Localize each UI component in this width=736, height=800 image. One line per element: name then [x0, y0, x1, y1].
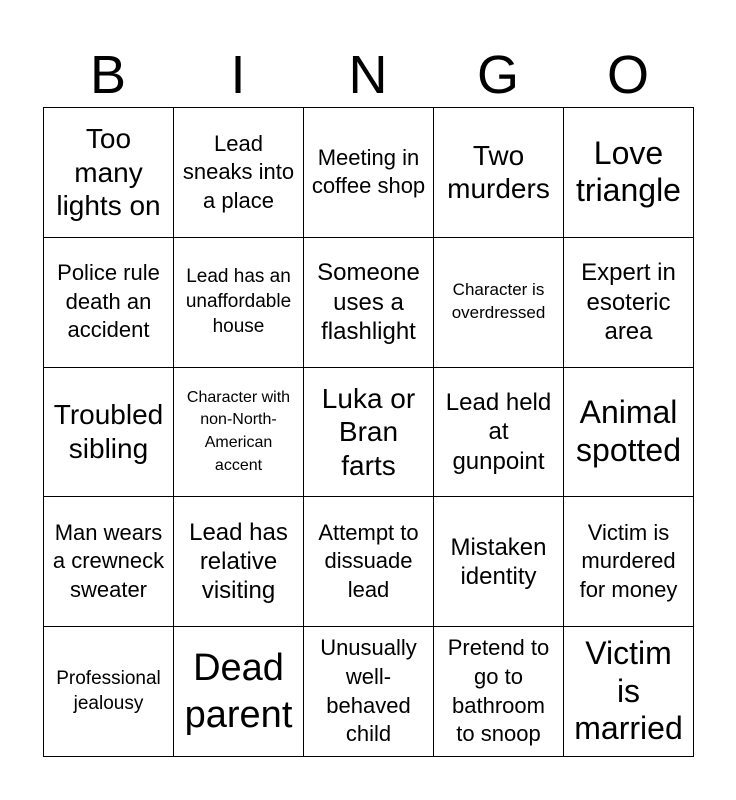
cell-text: Victim is married	[574, 634, 683, 747]
bingo-cell[interactable]	[44, 497, 174, 627]
cell-text: Lead has an unaffordable house	[185, 266, 292, 337]
bingo-cell[interactable]	[434, 238, 564, 368]
bingo-cell[interactable]	[304, 238, 434, 368]
cell-text: Animal spotted	[576, 394, 681, 468]
cell-text: Two murders	[447, 139, 550, 205]
bingo-cell[interactable]	[174, 238, 304, 368]
cell-text: Someone uses a flashlight	[317, 259, 420, 345]
header-letter-i: I	[230, 45, 246, 105]
cell-text: Meeting in coffee shop	[311, 144, 426, 199]
bingo-cell[interactable]	[564, 497, 694, 627]
header-letter-o: O	[606, 45, 649, 105]
bingo-cell[interactable]	[174, 108, 304, 238]
cell-text: Pretend to go to bathroom to snoop	[447, 635, 550, 747]
cell-text: Love triangle	[576, 134, 681, 209]
bingo-cell[interactable]	[44, 108, 174, 238]
cell-text: Victim is murdered for money	[579, 519, 678, 603]
bingo-grid	[43, 107, 694, 757]
cell-text: Man wears a crewneck sweater	[52, 519, 165, 603]
header-letter-b: B	[89, 45, 127, 105]
bingo-header	[43, 44, 693, 106]
cell-text: Attempt to dissuade lead	[318, 519, 419, 603]
bingo-cell[interactable]	[434, 627, 564, 757]
cell-text: Professional jealousy	[56, 667, 161, 714]
bingo-cell[interactable]	[44, 238, 174, 368]
bingo-cell[interactable]	[304, 368, 434, 498]
cell-text: Police rule death an accident	[57, 260, 160, 343]
cell-text: Troubled sibling	[53, 399, 164, 464]
bingo-cell[interactable]	[564, 108, 694, 238]
bingo-cell[interactable]	[564, 627, 694, 757]
header-letter-g: G	[476, 45, 519, 105]
bingo-cell[interactable]	[174, 627, 304, 757]
cell-text: Lead held at gunpoint	[445, 389, 552, 475]
cell-text: Lead has relative visiting	[189, 518, 288, 605]
bingo-cell[interactable]	[174, 368, 304, 498]
cell-text: Character with non-North-American accent	[186, 388, 291, 474]
cell-text: Dead parent	[184, 647, 293, 736]
bingo-cell[interactable]	[304, 497, 434, 627]
bingo-cell[interactable]	[564, 368, 694, 498]
header-letter-n: N	[348, 45, 388, 105]
cell-text: Luka or Bran farts	[321, 382, 416, 481]
cell-text: Character is overdressed	[451, 280, 546, 323]
bingo-cell[interactable]	[304, 627, 434, 757]
cell-text: Expert in esoteric area	[581, 259, 676, 345]
bingo-cell[interactable]	[174, 497, 304, 627]
cell-text: Unusually well-behaved child	[320, 635, 417, 747]
cell-text: Lead sneaks into a place	[182, 130, 295, 213]
bingo-cell[interactable]	[434, 368, 564, 498]
bingo-cell[interactable]	[44, 627, 174, 757]
cell-text: Mistaken identity	[450, 533, 547, 590]
bingo-cell[interactable]	[304, 108, 434, 238]
cell-text: Too many lights on	[56, 123, 161, 222]
bingo-cell[interactable]	[434, 497, 564, 627]
bingo-cell[interactable]	[434, 108, 564, 238]
bingo-cell[interactable]	[564, 238, 694, 368]
bingo-cell[interactable]	[44, 368, 174, 498]
